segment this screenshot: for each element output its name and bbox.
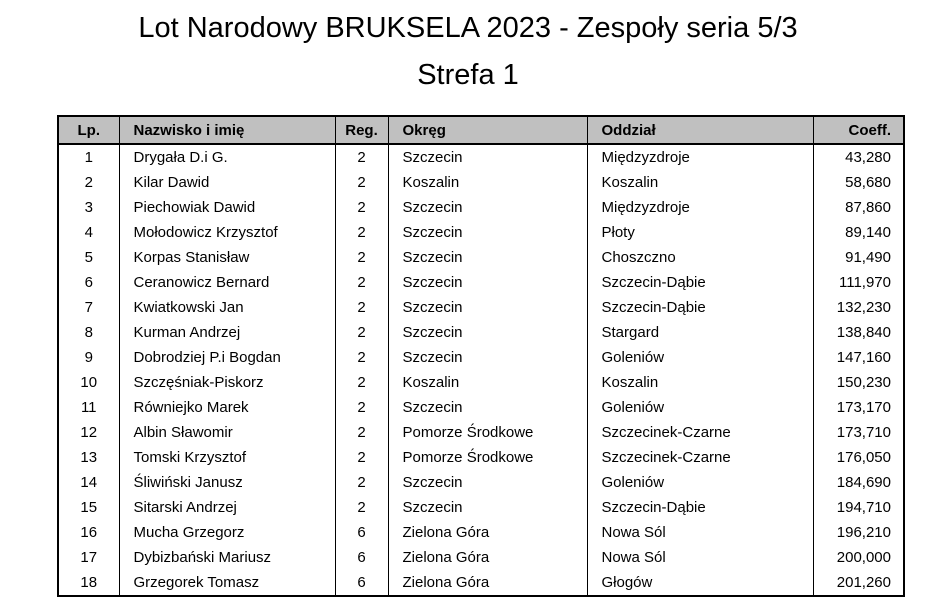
cell-reg: 2 (335, 470, 388, 495)
cell-lp: 6 (58, 270, 119, 295)
cell-oddzial: Koszalin (587, 370, 813, 395)
cell-coeff: 89,140 (813, 220, 904, 245)
cell-okreg: Szczecin (388, 144, 587, 170)
table-row (58, 245, 904, 270)
cell-lp: 10 (58, 370, 119, 395)
cell-reg: 2 (335, 395, 388, 420)
cell-reg: 2 (335, 195, 388, 220)
cell-lp: 8 (58, 320, 119, 345)
table-body (58, 144, 904, 596)
cell-lp: 15 (58, 495, 119, 520)
cell-name: Drygała D.i G. (119, 144, 335, 170)
cell-oddzial: Międzyzdroje (587, 195, 813, 220)
cell-reg: 2 (335, 495, 388, 520)
cell-lp: 9 (58, 345, 119, 370)
cell-oddzial: Goleniów (587, 470, 813, 495)
cell-reg: 2 (335, 245, 388, 270)
cell-okreg: Pomorze Środkowe (388, 445, 587, 470)
cell-coeff: 91,490 (813, 245, 904, 270)
cell-lp: 11 (58, 395, 119, 420)
cell-oddzial: Koszalin (587, 170, 813, 195)
cell-oddzial: Nowa Sól (587, 520, 813, 545)
cell-name: Mołodowicz Krzysztof (119, 220, 335, 245)
column-header-lp: Lp. (58, 116, 119, 144)
cell-oddzial: Szczecin-Dąbie (587, 295, 813, 320)
table-header-row (58, 116, 904, 144)
column-header-okreg: Okręg (388, 116, 587, 144)
cell-reg: 6 (335, 570, 388, 596)
cell-lp: 18 (58, 570, 119, 596)
table-row (58, 170, 904, 195)
cell-coeff: 201,260 (813, 570, 904, 596)
cell-name: Kwiatkowski Jan (119, 295, 335, 320)
cell-reg: 2 (335, 345, 388, 370)
cell-okreg: Szczecin (388, 295, 587, 320)
cell-reg: 2 (335, 320, 388, 345)
cell-lp: 7 (58, 295, 119, 320)
cell-reg: 2 (335, 170, 388, 195)
cell-coeff: 111,970 (813, 270, 904, 295)
cell-oddzial: Szczecin-Dąbie (587, 270, 813, 295)
cell-lp: 16 (58, 520, 119, 545)
cell-lp: 12 (58, 420, 119, 445)
cell-coeff: 173,710 (813, 420, 904, 445)
cell-name: Sitarski Andrzej (119, 495, 335, 520)
cell-name: Mucha Grzegorz (119, 520, 335, 545)
cell-okreg: Szczecin (388, 495, 587, 520)
cell-lp: 5 (58, 245, 119, 270)
column-header-coeff: Coeff. (813, 116, 904, 144)
cell-name: Dobrodziej P.i Bogdan (119, 345, 335, 370)
cell-coeff: 176,050 (813, 445, 904, 470)
cell-coeff: 184,690 (813, 470, 904, 495)
cell-lp: 13 (58, 445, 119, 470)
cell-okreg: Szczecin (388, 320, 587, 345)
cell-reg: 6 (335, 545, 388, 570)
cell-lp: 4 (58, 220, 119, 245)
table-header (58, 116, 904, 144)
cell-name: Albin Sławomir (119, 420, 335, 445)
cell-reg: 2 (335, 370, 388, 395)
table-row (58, 470, 904, 495)
page-subtitle: Strefa 1 (417, 59, 519, 91)
cell-okreg: Szczecin (388, 195, 587, 220)
cell-reg: 2 (335, 144, 388, 170)
cell-oddzial: Stargard (587, 320, 813, 345)
column-header-name: Nazwisko i imię (119, 116, 335, 144)
cell-okreg: Szczecin (388, 345, 587, 370)
table-row (58, 144, 904, 170)
table-row (58, 420, 904, 445)
cell-okreg: Zielona Góra (388, 520, 587, 545)
cell-coeff: 43,280 (813, 144, 904, 170)
cell-coeff: 147,160 (813, 345, 904, 370)
table-row (58, 520, 904, 545)
cell-name: Piechowiak Dawid (119, 195, 335, 220)
cell-coeff: 200,000 (813, 545, 904, 570)
page-title: Lot Narodowy BRUKSELA 2023 - Zespoły seria 5/3 (138, 12, 798, 44)
cell-name: Ceranowicz Bernard (119, 270, 335, 295)
cell-name: Tomski Krzysztof (119, 445, 335, 470)
cell-coeff: 173,170 (813, 395, 904, 420)
cell-coeff: 132,230 (813, 295, 904, 320)
cell-reg: 2 (335, 295, 388, 320)
cell-lp: 3 (58, 195, 119, 220)
cell-name: Śliwiński Janusz (119, 470, 335, 495)
cell-oddzial: Choszczno (587, 245, 813, 270)
results-table (57, 115, 905, 597)
cell-lp: 1 (58, 144, 119, 170)
cell-oddzial: Głogów (587, 570, 813, 596)
cell-oddzial: Goleniów (587, 345, 813, 370)
cell-okreg: Szczecin (388, 245, 587, 270)
table-row (58, 270, 904, 295)
cell-name: Kurman Andrzej (119, 320, 335, 345)
cell-name: Korpas Stanisław (119, 245, 335, 270)
cell-coeff: 194,710 (813, 495, 904, 520)
cell-lp: 2 (58, 170, 119, 195)
cell-oddzial: Płoty (587, 220, 813, 245)
table-row (58, 495, 904, 520)
table-row (58, 195, 904, 220)
cell-oddzial: Goleniów (587, 395, 813, 420)
cell-reg: 2 (335, 445, 388, 470)
cell-oddzial: Szczecinek-Czarne (587, 445, 813, 470)
cell-okreg: Koszalin (388, 170, 587, 195)
cell-okreg: Szczecin (388, 270, 587, 295)
cell-name: Równiejko Marek (119, 395, 335, 420)
cell-lp: 14 (58, 470, 119, 495)
column-header-oddzial: Oddział (587, 116, 813, 144)
cell-coeff: 58,680 (813, 170, 904, 195)
table-row (58, 545, 904, 570)
table-row (58, 395, 904, 420)
table-row (58, 370, 904, 395)
cell-oddzial: Szczecinek-Czarne (587, 420, 813, 445)
cell-okreg: Szczecin (388, 220, 587, 245)
cell-reg: 2 (335, 220, 388, 245)
cell-coeff: 196,210 (813, 520, 904, 545)
cell-name: Kilar Dawid (119, 170, 335, 195)
cell-okreg: Zielona Góra (388, 570, 587, 596)
table-row (58, 570, 904, 596)
cell-reg: 2 (335, 420, 388, 445)
table-row (58, 320, 904, 345)
cell-okreg: Szczecin (388, 395, 587, 420)
table-row (58, 345, 904, 370)
column-header-reg: Reg. (335, 116, 388, 144)
cell-coeff: 87,860 (813, 195, 904, 220)
cell-coeff: 138,840 (813, 320, 904, 345)
cell-okreg: Szczecin (388, 470, 587, 495)
cell-reg: 6 (335, 520, 388, 545)
cell-name: Dybizbański Mariusz (119, 545, 335, 570)
cell-coeff: 150,230 (813, 370, 904, 395)
cell-okreg: Pomorze Środkowe (388, 420, 587, 445)
cell-lp: 17 (58, 545, 119, 570)
cell-name: Grzegorek Tomasz (119, 570, 335, 596)
table-row (58, 220, 904, 245)
cell-oddzial: Międzyzdroje (587, 144, 813, 170)
cell-oddzial: Nowa Sól (587, 545, 813, 570)
cell-reg: 2 (335, 270, 388, 295)
table-row (58, 295, 904, 320)
cell-okreg: Koszalin (388, 370, 587, 395)
cell-oddzial: Szczecin-Dąbie (587, 495, 813, 520)
cell-name: Szczęśniak-Piskorz (119, 370, 335, 395)
table-row (58, 445, 904, 470)
cell-okreg: Zielona Góra (388, 545, 587, 570)
